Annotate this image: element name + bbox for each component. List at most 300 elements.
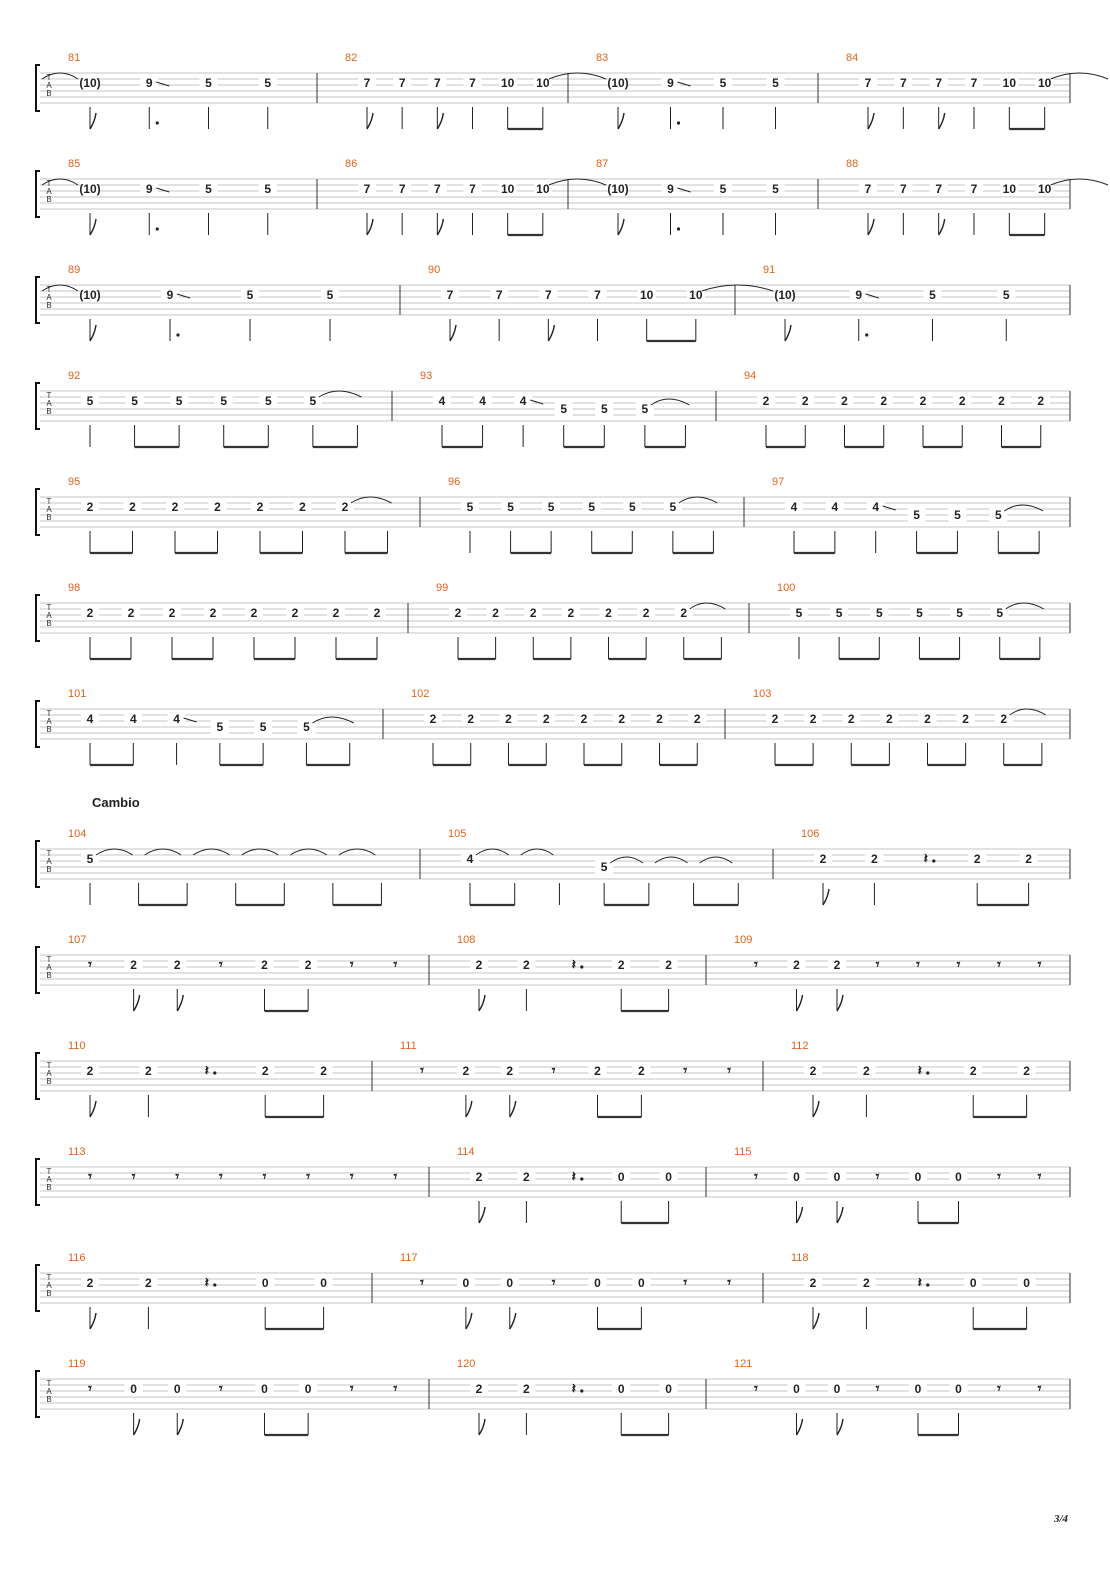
tie-icon [312,717,353,723]
note-event [714,76,732,129]
flag-icon [134,995,140,1011]
note-event [636,402,654,447]
eighth-rest-icon: 𝄾 [306,1169,310,1185]
measure-106 [801,828,1038,905]
note-event [81,500,99,553]
fret-number: 7 [935,182,943,196]
fret-number: 2 [462,1064,470,1078]
note-event [161,288,190,341]
fret-number: 0 [304,1382,312,1396]
eighth-rest-icon: 𝄾 [393,957,398,973]
tab-letter: A [46,293,52,302]
fret-number: 4 [173,712,180,726]
note-event [785,500,803,553]
measure-99 [436,582,725,659]
note-event [87,957,92,973]
fret-number: 0 [617,1382,625,1396]
measure-81 [42,52,277,129]
flag-icon [466,1101,472,1117]
fret-number: 2 [341,500,349,514]
measure-104 [68,828,381,905]
note-event [850,288,879,341]
note-event [1000,182,1018,235]
note-event [1020,852,1038,905]
note-event [1018,1276,1036,1329]
eighth-rest-icon: 𝄾 [131,1169,136,1185]
note-event [894,182,912,235]
fret-number: 2 [638,1064,645,1078]
measure-116 [68,1252,333,1329]
eighth-rest-icon: 𝄾 [916,957,920,973]
tab-letter: B [46,407,52,416]
note-event [1037,1381,1042,1397]
fret-number: 2 [886,712,893,726]
eighth-rest-icon: 𝄾 [551,1063,556,1079]
note-event [139,849,182,905]
system-bracket [36,595,40,641]
note-event [514,394,543,447]
note-event [470,958,488,1011]
eighth-rest-icon: 𝄾 [393,1169,398,1185]
note-event [948,508,966,553]
fret-number: 5 [600,402,608,416]
note-event [124,500,142,553]
flag-icon [510,1313,516,1329]
fret-number: 2 [261,958,268,972]
note-event [168,712,197,765]
system-10 [36,1040,1070,1117]
note-event [125,1382,143,1435]
flag-icon [177,1419,183,1435]
fret-number: 5 [326,288,334,302]
fret-number: 4 [438,394,446,408]
fret-number: (10) [79,76,101,90]
fret-number: 5 [175,394,183,408]
note-event [649,857,688,905]
tab-letter: A [46,1175,52,1184]
fret-number: 0 [462,1276,470,1290]
note-event [914,394,932,447]
note-event [968,852,986,905]
note-event [218,957,223,973]
note-event [660,1170,678,1223]
note-event [1010,709,1046,765]
dot-icon [677,121,680,124]
measure-98 [68,582,386,659]
system-bracket [36,841,40,887]
measure-number: 109 [734,934,753,946]
fret-number: 2 [680,606,688,620]
note-event [461,500,479,553]
fret-number: 10 [689,288,703,302]
note-event [572,957,584,973]
fret-number: 5 [264,182,272,196]
note-event [875,1169,880,1185]
note-event [515,849,554,905]
note-event [950,1170,968,1223]
note-event [767,76,785,129]
note-event [461,849,509,905]
note-event [612,1382,630,1435]
note-event [857,1276,875,1329]
note-event [87,1169,92,1185]
tie-icon [610,857,643,863]
system-3 [36,264,1070,341]
note-event [555,402,573,447]
note-event [297,720,315,765]
flag-icon [134,1419,140,1435]
flag-icon [367,219,373,235]
tab-letter: B [46,195,52,204]
dot-icon [156,227,159,230]
note-event [918,1275,930,1291]
fret-number: 2 [332,606,340,620]
measure-121 [734,1358,1042,1435]
note-event [487,606,505,659]
note-event [997,288,1015,341]
note-event [304,394,322,447]
system-bracket [36,277,40,323]
note-event [457,1276,475,1329]
fret-number: (10) [774,288,796,302]
tab-letter: A [46,187,52,196]
tie-icon [700,857,733,863]
note-event [502,500,520,553]
system-bracket [36,171,40,217]
note-event [551,1063,556,1079]
tab-letter: A [46,611,52,620]
fret-number: 2 [542,712,550,726]
fret-number: 2 [962,712,969,726]
note-event [996,1381,1001,1397]
fret-number: 2 [475,958,483,972]
measure-number: 116 [68,1252,86,1264]
measure-119 [68,1358,398,1435]
measure-number: 92 [68,370,81,382]
dot-icon [580,1389,583,1392]
fret-number: 4 [790,500,798,514]
measure-87 [596,158,785,235]
fret-number: 2 [129,500,136,514]
fret-number: 10 [639,288,654,302]
note-event [1004,505,1043,553]
fret-number: 4 [479,394,486,408]
note-event [562,606,580,659]
note-event [336,500,354,553]
note-event [441,288,459,341]
tab-letter: A [46,717,52,726]
note-event [393,76,411,129]
note-event [187,849,230,905]
note-event [524,606,542,659]
fret-number: 2 [969,1064,977,1078]
eighth-rest-icon: 𝄾 [219,1381,223,1397]
fret-number: 10 [536,76,550,90]
fret-number: 4 [466,852,474,866]
note-event [124,712,142,765]
note-event [1018,1064,1036,1117]
fret-number: 5 [835,606,843,620]
system-bracket [36,65,40,111]
note-event [517,958,535,1011]
measure-number: 96 [448,476,461,488]
note-event [924,851,936,867]
system-11 [36,1146,1070,1223]
note-event [814,852,832,905]
fret-number: 5 [216,720,224,734]
note-event [424,712,442,765]
quarter-rest-icon: 𝄽 [571,1169,576,1185]
note-event [953,394,971,447]
note-event [875,1381,880,1397]
fret-number: 2 [819,852,827,866]
fret-number: (10) [79,288,101,302]
tab-letter: B [46,725,52,734]
note-event [81,1276,99,1329]
note-event [256,1276,274,1329]
note-event [131,1169,136,1185]
fret-number: 5 [641,402,649,416]
fret-number: 2 [617,958,625,972]
tie-icon [351,497,392,503]
fret-number: 2 [656,712,663,726]
measure-117 [400,1252,731,1329]
flag-icon [90,219,96,235]
note-event [126,394,144,447]
note-event [163,606,181,659]
fret-number: 4 [519,394,527,408]
note-event [857,1064,875,1117]
note-event [726,1063,731,1079]
fret-number: 7 [864,182,872,196]
quarter-rest-icon: 𝄽 [917,1275,922,1291]
measure-number: 89 [68,264,81,276]
quarter-rest-icon: 𝄽 [204,1275,209,1291]
tie-icon [1010,709,1046,715]
tab-letter: T [46,285,52,294]
fret-number: 5 [86,394,94,408]
system-bracket [36,1053,40,1099]
fret-number: 10 [1002,76,1017,90]
flag-icon [618,219,624,235]
quarter-rest-icon: 𝄽 [571,1381,576,1397]
fret-number: 5 [669,500,677,514]
fret-number: 2 [919,394,927,408]
fret-number: 2 [771,712,779,726]
note-event [315,1064,333,1117]
system-bracket [36,701,40,747]
measure-number: 111 [400,1040,417,1052]
note-event [299,958,317,1011]
note-event [753,1381,758,1397]
quarter-rest-icon: 𝄽 [204,1063,209,1079]
note-event [125,958,143,1011]
note-event [894,76,912,129]
fret-number: 5 [303,720,310,734]
fret-number: 10 [500,182,515,196]
note-event [790,606,808,659]
dot-icon [865,333,868,336]
note-event [218,1169,223,1185]
note-event [286,606,304,659]
note-event [651,399,690,447]
note-event [688,712,706,765]
note-event [637,606,655,659]
flag-icon [367,113,373,129]
fret-number: 5 [205,76,212,90]
flag-icon [479,1207,485,1223]
measure-number: 84 [846,52,859,64]
note-event [393,957,398,973]
fret-number: 5 [875,606,883,620]
tie-icon [290,849,327,855]
fret-number: 5 [264,76,272,90]
measure-96 [448,476,717,553]
measure-number: 98 [68,582,81,594]
tab-letter: T [46,1167,52,1176]
note-event [830,606,848,659]
eighth-rest-icon: 𝄾 [997,1381,1001,1397]
note-event [368,606,386,659]
fret-number: 2 [214,500,221,514]
note-event [690,603,726,659]
tab-letter: B [46,619,52,628]
tie-icon [339,849,376,855]
fret-number: 5 [246,288,254,302]
fret-number: 5 [547,500,555,514]
measure-number: 91 [763,264,776,276]
fret-number: 5 [996,606,1004,620]
note-event [836,394,854,447]
fret-number: 2 [492,606,499,620]
note-event [788,1382,806,1435]
flag-icon [813,1313,819,1329]
eighth-rest-icon: 𝄾 [956,957,961,973]
note-event [612,1170,630,1223]
measure-93 [420,370,689,447]
flag-icon [618,113,624,129]
note-event [166,500,184,553]
fret-number: 0 [833,1170,841,1184]
tab-letter: T [46,497,52,506]
note-event [796,394,814,447]
flag-icon [939,219,945,235]
flag-icon [797,1419,803,1435]
flag-icon [797,995,803,1011]
eighth-rest-icon: 𝄾 [727,1063,731,1079]
note-event [826,500,844,553]
note-event [589,1276,607,1329]
fret-number: 0 [617,1170,625,1184]
note-event [595,402,613,447]
tab-letter: B [46,971,52,980]
system-13 [36,1358,1070,1435]
note-event [918,1063,930,1079]
eighth-rest-icon: 𝄾 [420,1275,424,1291]
note-event [600,606,618,659]
measure-number: 105 [448,828,467,840]
eighth-rest-icon: 𝄾 [551,1275,556,1291]
flag-icon [90,113,96,129]
eighth-rest-icon: 𝄾 [175,1169,180,1185]
fret-number: 2 [506,1064,514,1078]
note-event [679,497,718,553]
note-event [859,76,877,129]
note-event [991,606,1009,659]
measure-number: 86 [345,158,358,170]
note-event [870,606,888,659]
fret-number: 2 [1023,1064,1030,1078]
flag-icon [548,325,554,341]
measure-number: 85 [68,158,81,170]
note-event [200,76,218,129]
note-event [804,1064,822,1117]
fret-number: 5 [628,500,636,514]
note-event [828,1382,846,1435]
measure-number: 107 [68,934,87,946]
system-5 [36,476,1070,553]
tie-icon [1051,179,1108,185]
note-event [236,849,279,905]
note-event [757,394,775,447]
fret-number: 9 [145,182,153,196]
fret-number: 5 [588,500,596,514]
note-event [766,712,784,765]
note-event [501,1064,519,1117]
fret-number: 10 [500,76,515,90]
measure-109 [734,934,1042,1011]
note-event [638,288,656,341]
flag-icon [479,1419,485,1435]
fret-number: 2 [373,606,381,620]
eighth-rest-icon: 𝄾 [1037,957,1042,973]
note-event [333,849,376,905]
fret-number: 0 [261,1276,269,1290]
note-event [664,500,682,553]
fret-number: 0 [955,1382,962,1396]
measure-105 [448,828,738,905]
note-event [675,606,693,659]
dot-icon [156,121,159,124]
eighth-rest-icon: 𝄾 [88,1381,92,1397]
system-7 [36,688,1070,765]
measure-95 [68,476,392,553]
note-event [205,1275,217,1291]
note-event [501,1276,519,1329]
note-event [209,500,227,553]
fret-number: 2 [475,1382,483,1396]
note-event [1036,73,1108,129]
note-event [449,606,467,659]
dot-icon [926,1283,929,1286]
tie-icon [521,849,554,855]
measure-88 [846,158,1108,235]
system-12 [36,1252,1070,1329]
dot-icon [580,965,583,968]
dot-icon [213,1283,216,1286]
note-event [140,182,169,235]
note-event [1036,179,1108,235]
note-event [534,179,606,235]
flag-icon [510,1101,516,1117]
note-event [393,182,411,235]
fret-number: 2 [924,712,931,726]
note-event [321,288,339,341]
note-event [632,1064,650,1117]
note-event [428,182,446,235]
note-event [607,182,628,235]
note-event [623,500,641,553]
